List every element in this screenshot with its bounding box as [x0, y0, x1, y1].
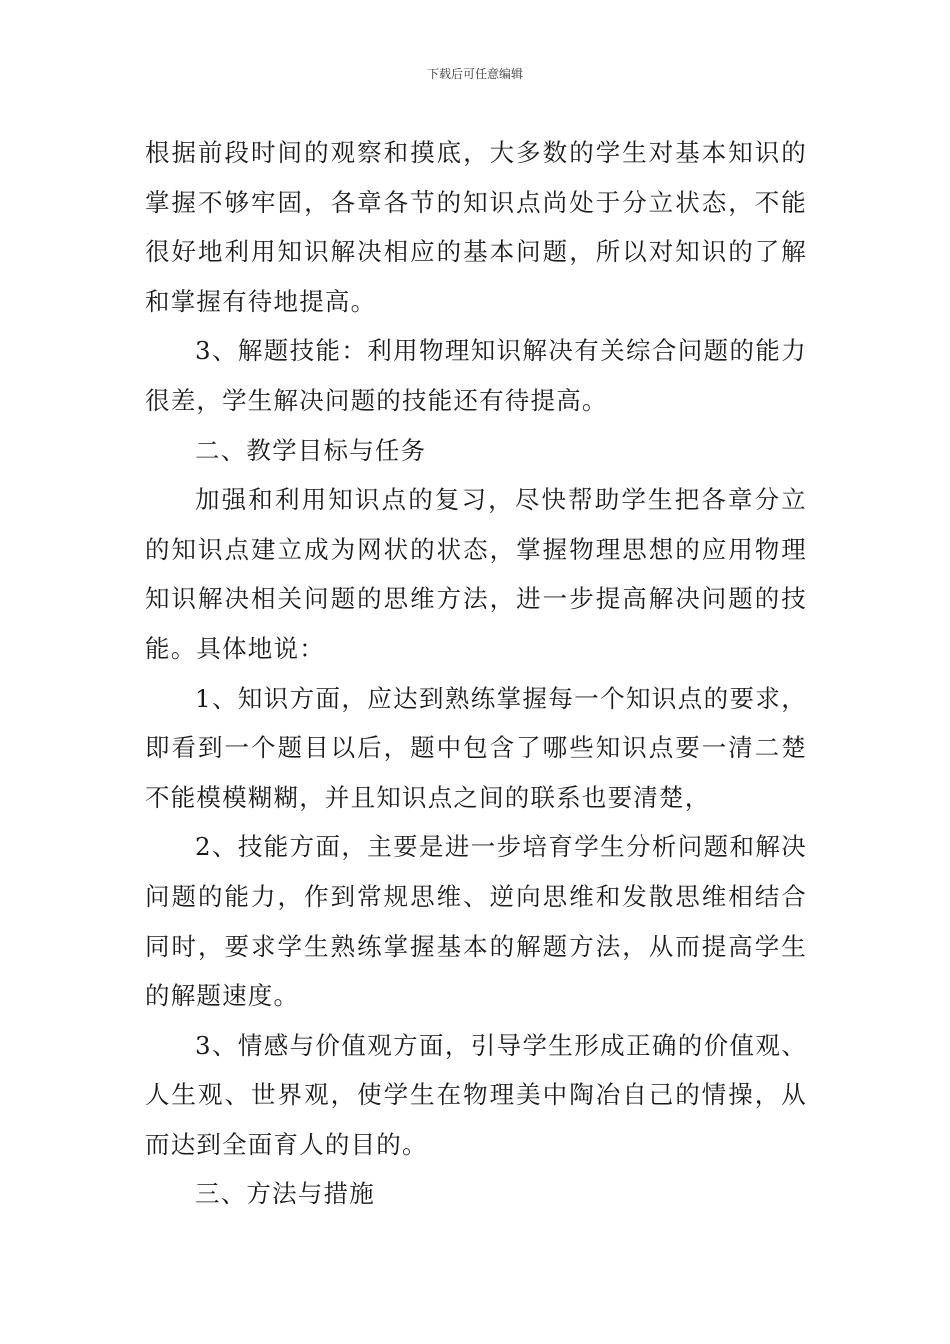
page-header: 下载后可任意编辑 — [426, 67, 523, 81]
paragraph-situation: 根据前段时间的观察和摸底，大多数的学生对基本知识的掌握不够牢固，各章各节的知识点尚处于分立状态，不能很好地利用知识解决相应的基本问题，所以对知识的了解和掌握有待地提高。 — [145, 138, 807, 316]
paragraph-problem-solving-skill: 3、解题技能：利用物理知识解决有关综合问题的能力很差，学生解决问题的技能还有待提高。 — [145, 336, 807, 415]
paragraph-values-goal: 3、情感与价值观方面，引导学生形成正确的价值观、人生观、世界观，使学生在物理美中陶冶自己的情操，从而达到全面育人的目的。 — [145, 1030, 807, 1159]
paragraph-knowledge-goal: 1、知识方面，应达到熟练掌握每一个知识点的要求，即看到一个题目以后，题中包含了哪些知识点要一清二楚不能模模糊糊，并且知识点之间的联系也要清楚， — [145, 683, 807, 812]
section-heading-goals: 二、教学目标与任务 — [195, 435, 427, 465]
paragraph-skill-goal: 2、技能方面，主要是进一步培育学生分析问题和解决问题的能力，作到常规思维、逆向思维和发散思维相结合同时，要求学生熟练掌握基本的解题方法，从而提高学生的解题速度。 — [145, 832, 807, 1011]
paragraph-goals-intro: 加强和利用知识点的复习，尽快帮助学生把各章分立的知识点建立成为网状的状态，掌握物理思想的应用物理知识解决相关问题的思维方法，进一步提高解决问题的技能。具体地说： — [145, 485, 807, 663]
section-heading-methods: 三、方法与措施 — [195, 1179, 375, 1209]
document-body — [145, 128, 807, 1219]
